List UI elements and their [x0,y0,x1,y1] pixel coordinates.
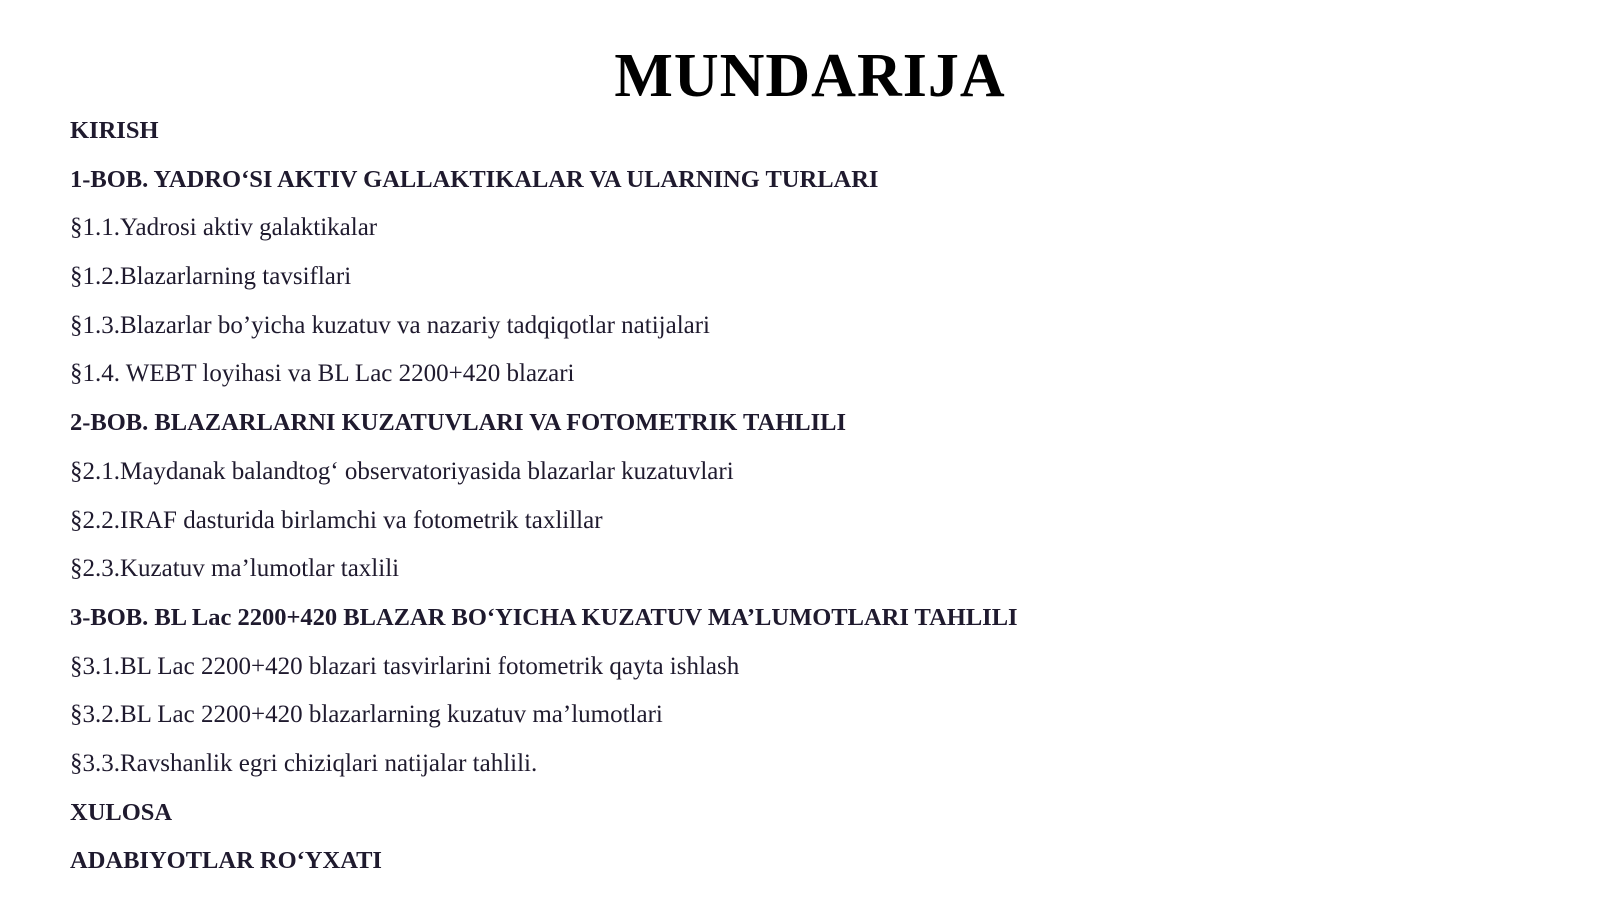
toc-entry-section-2-2: §2.2.IRAF dasturida birlamchi va fotometrik taxlillar [70,506,603,534]
toc-entry-adabiyotlar: ADABIYOTLAR RO‘YXATI [70,847,382,875]
page-title: MUNDARIJA [614,42,1006,110]
toc-entry-section-2-1: §2.1.Maydanak balandtog‘ observatoriyasida blazarlar kuzatuvlari [70,457,734,485]
toc-entry-section-3-2: §3.2.BL Lac 2200+420 blazarlarning kuzatuv ma’lumotlari [70,701,663,729]
toc-entry-chapter-3: 3-BOB. BL Lac 2200+420 BLAZAR BO‘YICHA KUZATUV MA’LUMOTLARI TAHLILI [70,603,1018,631]
toc-entry-section-1-4: §1.4. WEBT loyihasi va BL Lac 2200+420 blazari [70,360,575,388]
toc-entry-section-3-3: §3.3.Ravshanlik egri chiziqlari natijalar tahlili. [70,749,538,777]
toc-entry-section-2-3: §2.3.Kuzatuv ma’lumotlar taxlili [70,555,400,583]
toc-entry-xulosa: XULOSA [70,798,173,826]
toc-entry-section-1-3: §1.3.Blazarlar bo’yicha kuzatuv va nazariy tadqiqotlar natijalari [70,311,711,339]
toc-entry-section-1-2: §1.2.Blazarlarning tavsiflari [70,263,352,291]
toc-entry-section-3-1: §3.1.BL Lac 2200+420 blazari tasvirlarini fotometrik qayta ishlash [70,652,740,680]
table-of-contents [70,109,1550,888]
toc-entry-section-1-1: §1.1.Yadrosi aktiv galaktikalar [70,214,378,242]
toc-entry-chapter-2: 2-BOB. BLAZARLARNI KUZATUVLARI VA FOTOMETRIK TAHLILI [70,409,846,437]
toc-entry-chapter-1: 1-BOB. YADRO‘SI AKTIV GALLAKTIKALAR VA ULARNING TURLARI [70,165,879,193]
toc-entry-kirish: KIRISH [70,117,159,144]
